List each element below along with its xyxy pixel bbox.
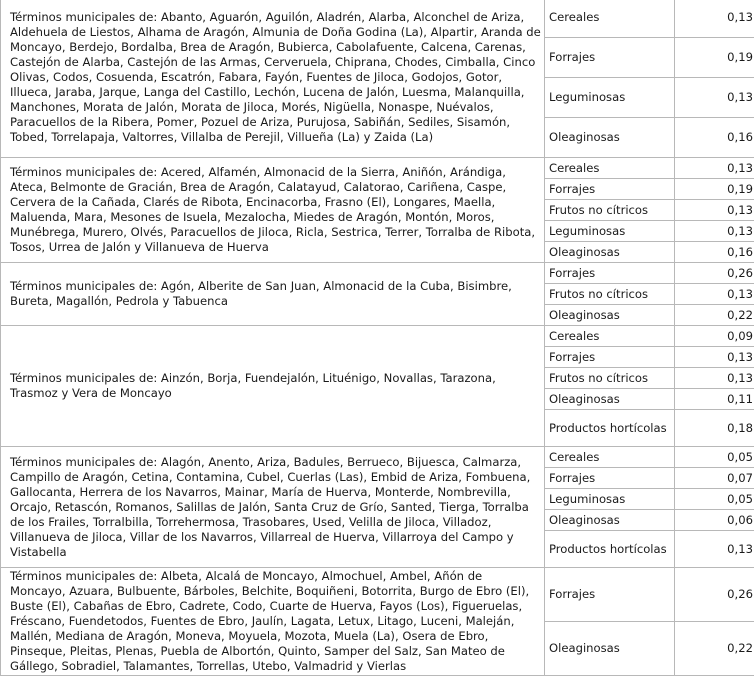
crop-cell: Forrajes <box>545 38 675 78</box>
value-cell: 0,09 <box>675 326 754 347</box>
crop-cell: Cereales <box>545 447 675 468</box>
crop-cell: Forrajes <box>545 468 675 489</box>
crop-cell: Productos hortícolas <box>545 531 675 568</box>
crop-cell: Productos hortícolas <box>545 410 675 447</box>
table-row <box>1 326 754 347</box>
value-cell: 0,06 <box>675 510 754 531</box>
value-cell: 0,13 <box>675 0 754 38</box>
crop-cell: Leguminosas <box>545 221 675 242</box>
value-cell: 0,13 <box>675 284 754 305</box>
crop-cell: Frutos no cítricos <box>545 200 675 221</box>
value-cell: 0,16 <box>675 118 754 158</box>
value-cell: 0,22 <box>675 622 754 676</box>
value-cell: 0,22 <box>675 305 754 326</box>
value-cell: 0,13 <box>675 368 754 389</box>
table-row <box>1 447 754 468</box>
municipalities-cell: Términos municipales de: Abanto, Aguarón, Aguilón, Aladrén, Alarba, Alconchel de Ariza, Aldehuela de Liestos, Alhama de Aragón, Almunia de Doña Godina (La), Alpartir, Aranda de Moncayo, Berdejo, Bordalba, Brea de Aragón, Bubierca, Cabolafuente, Calcena, Carenas, Castejón de Alarba, Castejón de las Armas, Cerveruela, Chiprana, Chodes, Cimballa, Cinco Olivas, Codos, Cosuenda, Escatrón, Fabara, Fayón, Fuentes de Jiloca, Godojos, Gotor, Illueca, Jaraba, Jarque, Langa del Castillo, Lechón, Lucena de Jalón, Luesma, Malanquilla, Manchones, Morata de Jalón, Morata de Jiloca, Morés, Nigüella, Nonaspe, Nuévalos, Paracuellos de la Ribera, Pomer, Pozuel de Ariza, Purujosa, Sabiñán, Sediles, Sisamón, Tobed, Torrelapaja, Valtorres, Villalba de Perejil, Villueña (La) y Zaida (La) <box>1 0 545 158</box>
municipalities-cell: Términos municipales de: Agón, Alberite de San Juan, Almonacid de la Cuba, Bisimbre, Bureta, Magallón, Pedrola y Tabuenca <box>1 263 545 326</box>
table-row <box>1 158 754 179</box>
crop-cell: Oleaginosas <box>545 510 675 531</box>
value-cell: 0,19 <box>675 38 754 78</box>
crop-cell: Forrajes <box>545 568 675 622</box>
value-cell: 0,13 <box>675 158 754 179</box>
crop-cell: Oleaginosas <box>545 305 675 326</box>
value-cell: 0,05 <box>675 489 754 510</box>
value-cell: 0,13 <box>675 221 754 242</box>
crop-cell: Frutos no cítricos <box>545 284 675 305</box>
value-cell: 0,26 <box>675 568 754 622</box>
crop-cell: Oleaginosas <box>545 118 675 158</box>
crop-cell: Forrajes <box>545 347 675 368</box>
crop-cell: Cereales <box>545 326 675 347</box>
value-cell: 0,13 <box>675 78 754 118</box>
value-cell: 0,13 <box>675 200 754 221</box>
crop-cell: Cereales <box>545 0 675 38</box>
value-cell: 0,19 <box>675 179 754 200</box>
value-cell: 0,11 <box>675 389 754 410</box>
crop-cell: Oleaginosas <box>545 242 675 263</box>
municipalities-cell: Términos municipales de: Ainzón, Borja, Fuendejalón, Lituénigo, Novallas, Tarazona, Trasmoz y Vera de Moncayo <box>1 326 545 447</box>
crop-cell: Leguminosas <box>545 78 675 118</box>
value-cell: 0,13 <box>675 531 754 568</box>
crop-cell: Oleaginosas <box>545 622 675 676</box>
crop-cell: Forrajes <box>545 263 675 284</box>
table-row <box>1 568 754 622</box>
crop-cell: Oleaginosas <box>545 389 675 410</box>
table-row <box>1 263 754 284</box>
table-row <box>1 0 754 38</box>
crop-cell: Frutos no cítricos <box>545 368 675 389</box>
municipalities-cell: Términos municipales de: Alagón, Anento, Ariza, Badules, Berrueco, Bijuesca, Calmarza, Campillo de Aragón, Cetina, Contamina, Cubel, Cuerlas (Las), Embid de Ariza, Fombuena, Gallocanta, Herrera de los Navarros, Mainar, María de Huerva, Monterde, Nombrevilla, Orcajo, Retascón, Romanos, Salillas de Jalón, Santa Cruz de Grío, Santed, Tierga, Torralba de los Frailes, Torralbilla, Torrehermosa, Trasobares, Used, Velilla de Jiloca, Villadoz, Villanueva de Jiloca, Villar de los Navarros, Villarreal de Huerva, Villarroya del Campo y Vistabella <box>1 447 545 568</box>
value-cell: 0,07 <box>675 468 754 489</box>
value-cell: 0,18 <box>675 410 754 447</box>
municipalities-cell: Términos municipales de: Acered, Alfamén, Almonacid de la Sierra, Aniñón, Arándiga, Ateca, Belmonte de Gracián, Brea de Aragón, Calatayud, Calatorao, Cariñena, Caspe, Cervera de la Cañada, Clarés de Ribota, Encinacorba, Frasno (El), Longares, Maella, Maluenda, Mara, Mesones de Isuela, Mezalocha, Miedes de Aragón, Montón, Moros, Munébrega, Murero, Olvés, Paracuellos de Jiloca, Ricla, Sestrica, Terrer, Torralba de Ribota, Tosos, Urrea de Jalón y Villanueva de Huerva <box>1 158 545 263</box>
municipalities-cell: Términos municipales de: Albeta, Alcalá de Moncayo, Almochuel, Ambel, Añón de Moncayo, Azuara, Bulbuente, Bárboles, Belchite, Boquiñeni, Botorrita, Burgo de Ebro (El), Buste (El), Cabañas de Ebro, Cadrete, Codo, Cuarte de Huerva, Fayos (Los), Figueruelas, Fréscano, Fuendetodos, Fuentes de Ebro, Jaulín, Lagata, Letux, Litago, Luceni, Maleján, Mallén, Mediana de Aragón, Moneva, Moyuela, Mozota, Muela (La), Osera de Ebro, Pinseque, Pleitas, Plenas, Puebla de Albortón, Quinto, Samper del Salz, San Mateo de Gállego, Sobradiel, Talamantes, Torrellas, Utebo, Valmadrid y Vierlas <box>1 568 545 676</box>
value-cell: 0,26 <box>675 263 754 284</box>
crop-cell: Forrajes <box>545 179 675 200</box>
crop-cell: Leguminosas <box>545 489 675 510</box>
value-cell: 0,16 <box>675 242 754 263</box>
value-cell: 0,05 <box>675 447 754 468</box>
value-cell: 0,13 <box>675 347 754 368</box>
crop-cell: Cereales <box>545 158 675 179</box>
